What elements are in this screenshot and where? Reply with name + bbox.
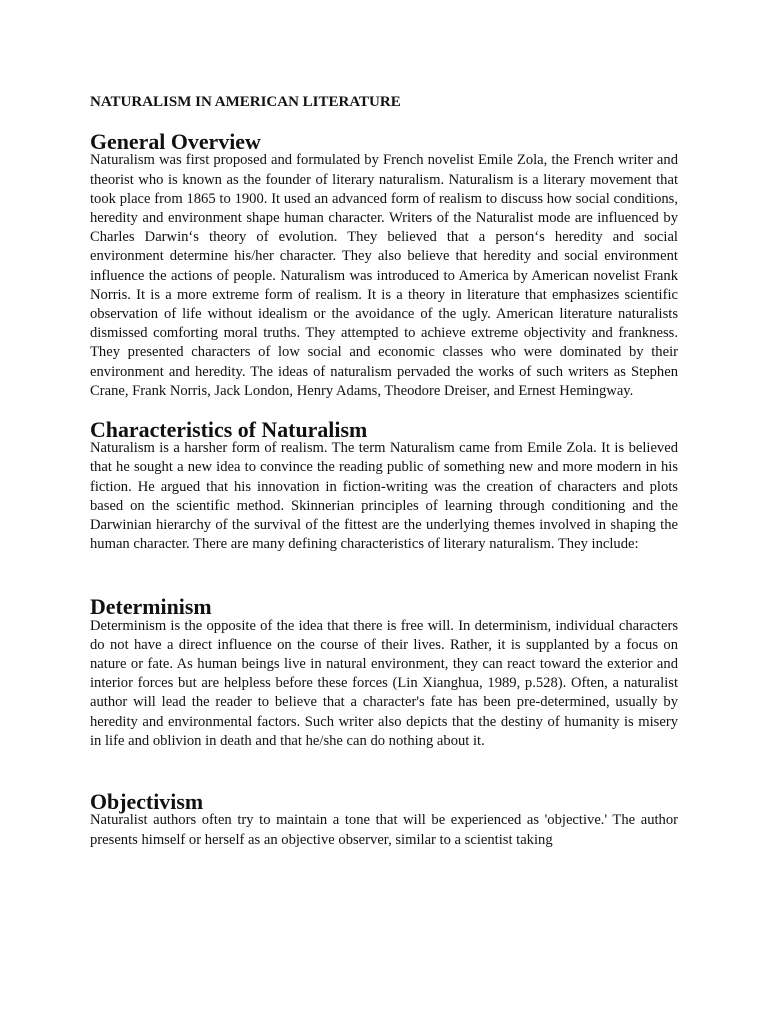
section-body: Determinism is the opposite of the idea that there is free will. In determinism, individual characters do not have a direct influence on the course of their lives. Rather, it is supplanted by a focus on nature or fate. As human beings live in natural environment, they can react toward the exterior and interior forces but are helpless before these forces (Lin Xianghua, 1989, p.528). Often, a naturalist author will lead the reader to believe that a character's fate has been pre-determined, usually by heredity and environmental factors. Such writer also depicts that the destiny of humanity is misery in life and oblivion in death and that he/she can do nothing about it. — [90, 617, 678, 749]
section-heading: Determinism — [90, 594, 212, 620]
section-general-overview — [90, 129, 678, 401]
section-objectivism — [90, 789, 678, 850]
section-characteristics — [90, 417, 678, 554]
document-title: NATURALISM IN AMERICAN LITERATURE — [90, 94, 401, 110]
section-heading: Characteristics of Naturalism — [90, 417, 368, 443]
section-heading: Objectivism — [90, 789, 204, 815]
section-body: Naturalism is a harsher form of realism. The term Naturalism came from Emile Zola. It is believed that he sought a new idea to convince the reading public of something new and more modern in his fiction. He argued that his innovation in fiction-writing was the creation of characters and plots based on the scientific method. Skinnerian principles of learning through conditioning and the Darwinian hierarchy of the survival of the fittest are the underlying themes involved in shaping the human character. There are many defining characteristics of literary naturalism. They include: — [90, 440, 678, 553]
section-body: Naturalism was first proposed and formulated by French novelist Emile Zola, the French writer and theorist who is known as the founder of literary naturalism. Naturalism is a literary movement that took place from 1865 to 1900. It used an advanced form of realism to discuss how social conditions, heredity and environment shape human character. Writers of the Naturalist mode are influenced by Charles Darwin‘s theory of evolution. They believed that a person‘s heredity and social environment determine his/her character. They also believe that heredity and social environment influence the actions of people. Naturalism was introduced to America by American novelist Frank Norris. It is a more extreme form of realism. It is a theory in literature that emphasizes scientific observation of life without idealism or the avoidance of the ugly. American literature naturalists dismissed comforting moral truths. They attempted to achieve extreme objectivity and frankness. They presented characters of low social and economic classes who were dominated by their environment and heredity. The ideas of naturalism pervaded the works of such writers as Stephen Crane, Frank Norris, Jack London, Henry Adams, Theodore Dreiser, and Ernest Hemingway. — [90, 152, 678, 399]
section-determinism — [90, 594, 678, 751]
section-heading: General Overview — [90, 129, 261, 155]
document-page — [90, 93, 678, 850]
section-body: Naturalist authors often try to maintain a tone that will be experienced as 'objective.' The author presents himself or herself as an objective observer, similar to a scientist taking — [90, 812, 678, 848]
